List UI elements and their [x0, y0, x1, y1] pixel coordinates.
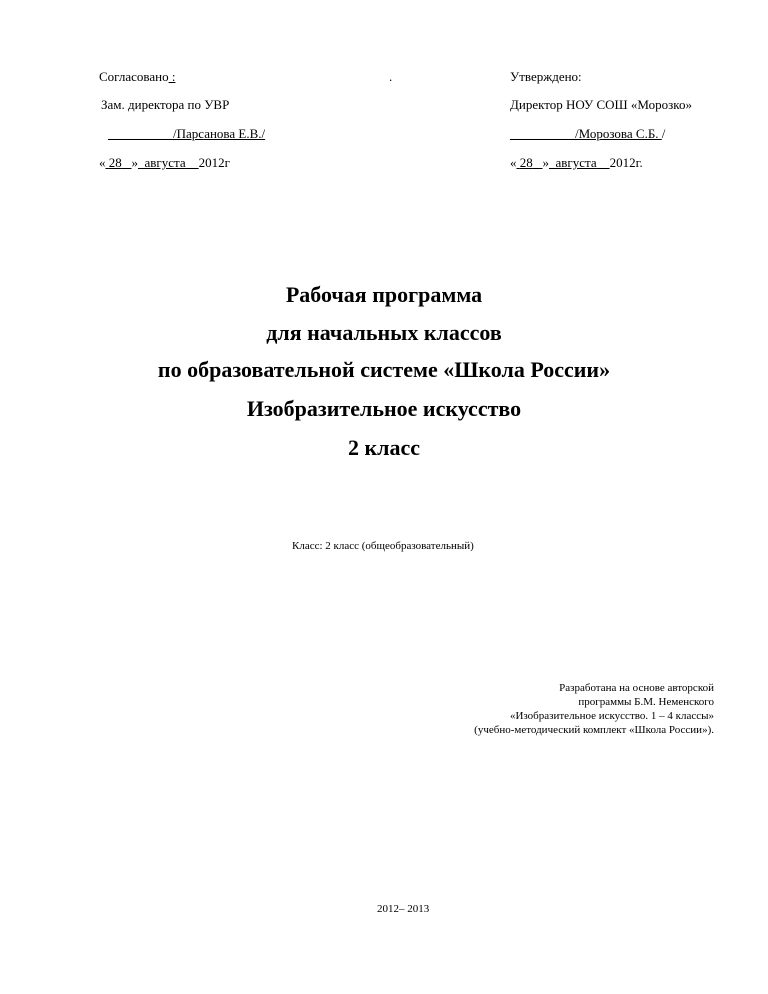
academic-years: 2012– 2013 — [377, 903, 430, 915]
basis-note-line-4: (учебно-методический комплект «Школа России»). — [474, 724, 714, 736]
title-line-2: для начальных классов — [266, 320, 502, 345]
agreed-date: « 28 » августа 2012г — [99, 155, 230, 170]
separator-dot: . — [389, 69, 393, 84]
agreed-date-year: 2012г — [198, 155, 230, 170]
title-line-3: по образовательной системе «Школа России» — [157, 357, 611, 382]
approved-label: Утверждено: — [510, 69, 582, 84]
agreed-name: /Парсанова Е.В./ — [173, 126, 266, 141]
agreed-date-day: 28 — [108, 155, 122, 170]
agreed-signature — [108, 126, 265, 142]
approved-date-day: 28 — [519, 155, 533, 170]
basis-note-line-1: Разработана на основе авторской — [559, 682, 714, 694]
basis-note-line-2: программы Б.М. Неменского — [578, 696, 714, 708]
approved-name: /Морозова С.Б. — [575, 126, 662, 141]
approved-signature: __________/Морозова С.Б. / — [510, 126, 666, 141]
agreed-label: Согласовано : — [99, 69, 176, 84]
class-info: Класс: 2 класс (общеобразовательный) — [292, 540, 474, 552]
agreed-date-month: августа — [144, 155, 186, 170]
approved-date: « 28 » августа 2012г. — [510, 155, 643, 170]
agreed-signature-line: __________ — [108, 126, 173, 141]
agreed-position: Зам. директора по УВР — [101, 97, 230, 112]
approved-position: Директор НОУ СОШ «Морозко» — [510, 97, 692, 112]
title-line-4: Изобразительное искусство — [246, 396, 522, 421]
approved-date-month: августа — [555, 155, 597, 170]
title-line-5: 2 класс — [347, 435, 421, 460]
basis-note-line-3: «Изобразительное искусство. 1 – 4 классы» — [509, 710, 714, 722]
approved-signature-line: __________ — [510, 126, 575, 141]
approved-date-year: 2012г. — [609, 155, 643, 170]
title-line-1: Рабочая программа — [285, 282, 483, 307]
